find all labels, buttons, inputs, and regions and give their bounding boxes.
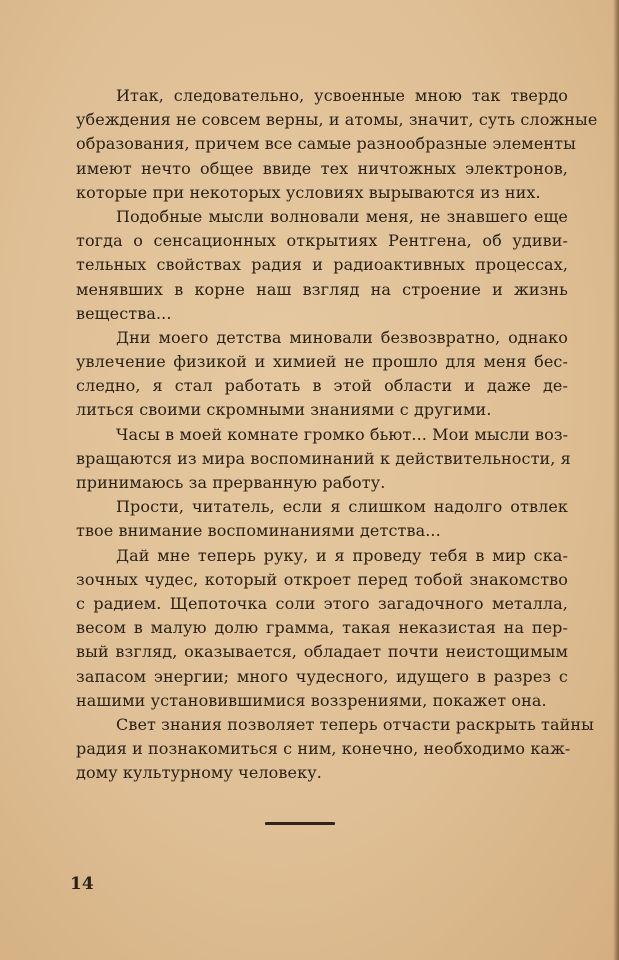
paragraph (76, 423, 571, 496)
body-text (76, 84, 598, 785)
text-line: запасом энергии; много чудесного, идущего в разрез с (76, 666, 568, 686)
text-line: образования, причем все самые разнообразные элементы (76, 134, 576, 154)
text-line: Свет знания позволяет теперь отчасти раскрыть тайны (116, 714, 594, 734)
paragraph (76, 84, 598, 205)
paragraph (76, 544, 568, 713)
text-line: имеют нечто общее ввиде тех ничтожных электронов, (76, 158, 568, 178)
text-line: вращаются из мира воспоминаний к действительности, я (76, 448, 571, 468)
paragraph (76, 495, 568, 543)
text-line: вый взгляд, оказывается, обладает почти неистощимым (76, 642, 568, 662)
page-edge-shadow (613, 0, 619, 960)
paragraph (76, 713, 594, 786)
text-line: убеждения не совсем верны, и атомы, значит, суть сложные (76, 110, 598, 130)
section-divider-rule (265, 822, 335, 825)
text-line: Итак, следовательно, усвоенные мною так твердо (116, 86, 568, 105)
text-line: которые при некоторых условиях вырываются из них. (76, 182, 541, 202)
text-line: вещества... (76, 303, 172, 323)
text-line: следно, я стал работать в этой области и даже де- (76, 376, 568, 396)
text-line: весом в малую долю грамма, такая неказистая на пер- (76, 618, 568, 638)
text-line: дому культурному человеку. (76, 763, 322, 783)
page-number: 14 (70, 874, 94, 894)
text-line: с радием. Щепоточка соли этого загадочного металла, (76, 593, 568, 613)
text-line: нашими установившимися воззрениями, покажет она. (76, 690, 547, 710)
text-line: принимаюсь за прерванную работу. (76, 473, 386, 492)
text-line: тельных свойствах радия и радиоактивных процессах, (76, 255, 568, 275)
text-line: Прости, читатель, если я слишком надолго отвлек (116, 497, 568, 517)
paragraph (76, 205, 568, 326)
text-line: Часы в моей комнате громко бьют... Мои мысли воз- (116, 424, 569, 444)
text-line: Дни моего детства миновали безвозвратно, однако (116, 327, 568, 347)
text-line: увлечение физикой и химией не прошло для меня бес- (76, 352, 568, 372)
text-line: Подобные мысли волновали меня, не знавшего еще (116, 206, 568, 226)
text-line: тогда о сенсационных открытиях Рентгена, об удиви- (76, 231, 568, 251)
paragraph (76, 326, 568, 423)
text-line: Дай мне теперь руку, и я проведу тебя в мир ска- (116, 545, 568, 565)
text-line: литься своими скромными знаниями с другими. (76, 400, 492, 420)
text-line: зочных чудес, который откроет перед тобой знакомство (76, 569, 568, 589)
text-line: радия и познакомиться с ним, конечно, необходимо каж- (76, 739, 571, 759)
text-line: менявших в корне наш взгляд на строение и жизнь (76, 279, 568, 299)
text-line: твое внимание воспоминаниями детства... (76, 521, 441, 541)
